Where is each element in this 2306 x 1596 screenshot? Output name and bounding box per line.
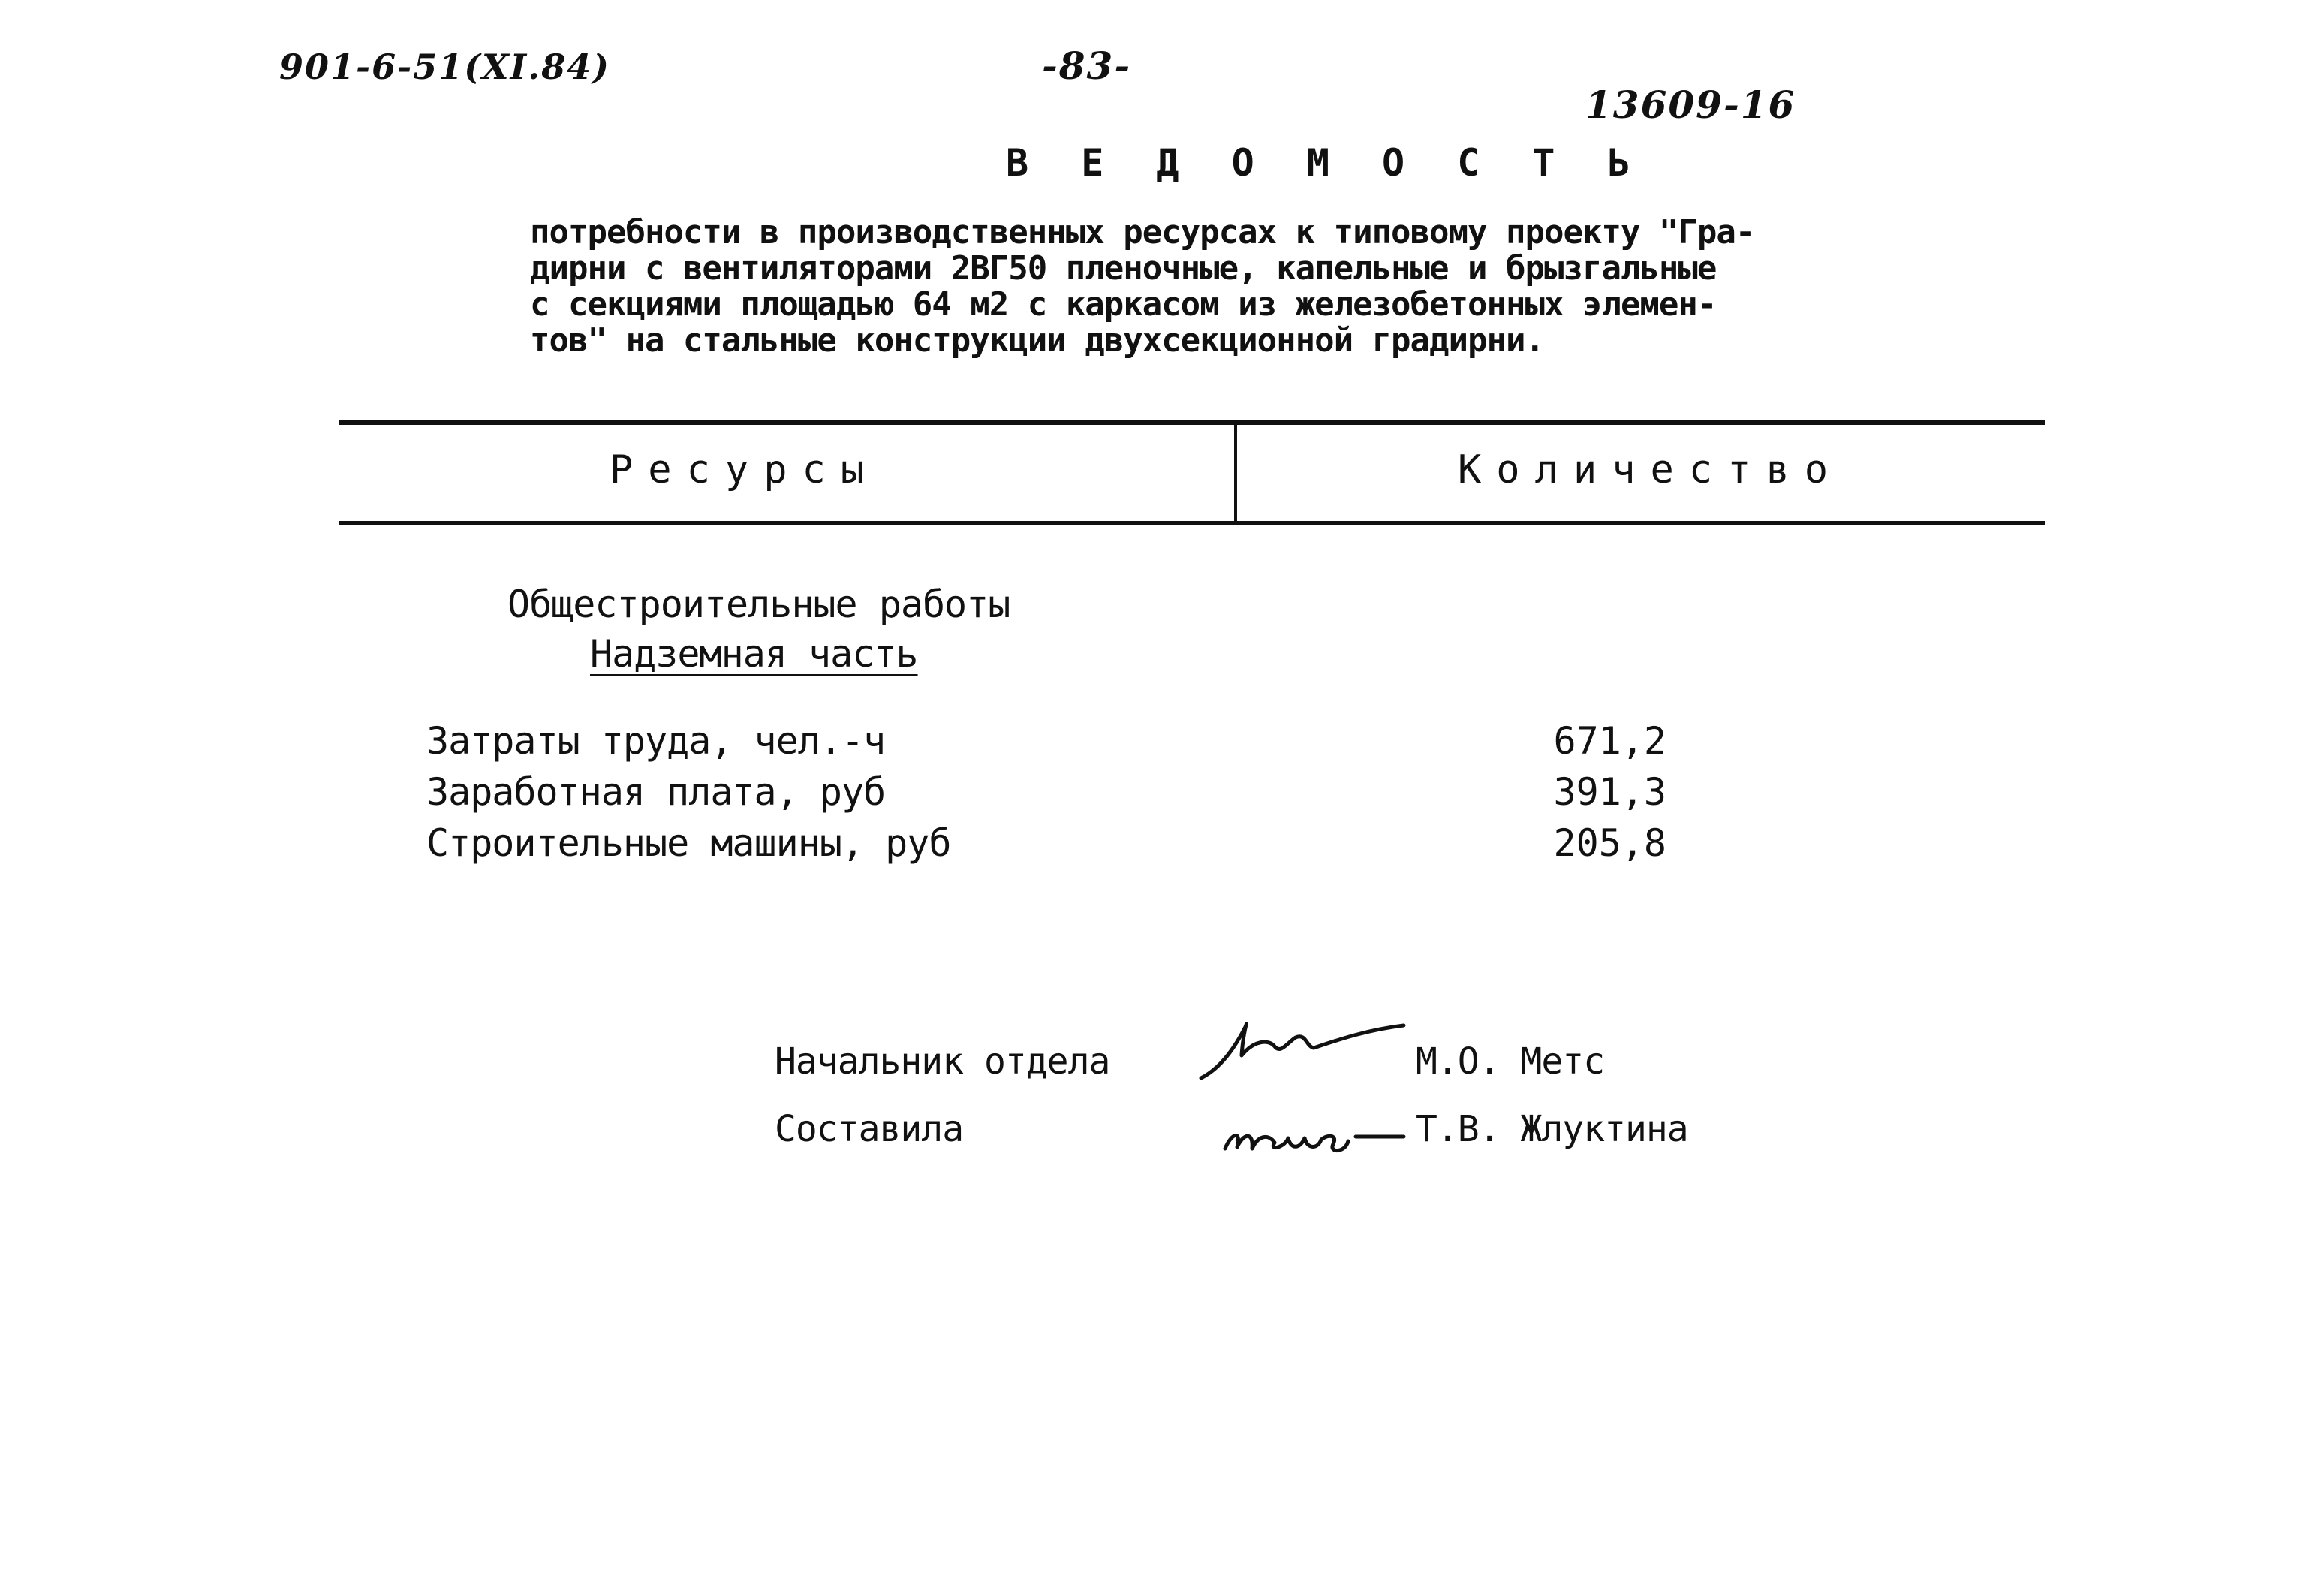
section-title: Общестроительные работы [507, 583, 1010, 626]
row-label: Строительные машины, руб [426, 821, 951, 865]
subsection-title: Надземная часть [590, 632, 918, 676]
registration-number: 13609-16 [1585, 83, 1796, 127]
row-value: 671,2 [1553, 719, 1666, 763]
document-description [530, 215, 1754, 359]
signatory-name: М.О. Метс [1416, 1040, 1605, 1083]
row-label: Затраты труда, чел.-ч [426, 719, 886, 763]
signatory-name: Т.В. Жлуктина [1416, 1108, 1688, 1150]
column-header-quantity: Количество [1458, 447, 1844, 492]
description-line: с секциями площадью 64 м2 с каркасом из железобетонных элемен- [530, 285, 1717, 324]
description-line: потребности в производственных ресурсах к типовому проекту "Гра- [530, 213, 1755, 251]
table-top-rule [339, 420, 2045, 425]
row-label: Заработная плата, руб [426, 770, 886, 814]
signature-role: Составила [775, 1108, 964, 1150]
signature-role: Начальник отдела [775, 1040, 1110, 1083]
description-line: дирни с вентиляторами 2ВГ50 пленочные, капельные и брызгальные [530, 249, 1717, 288]
page-number: -83- [1042, 44, 1132, 88]
description-line: тов" на стальные конструкции двухсекционной градирни. [530, 321, 1544, 360]
column-header-resources: Ресурсы [610, 447, 880, 492]
table-header-rule [339, 521, 2045, 525]
row-value: 205,8 [1553, 821, 1666, 865]
table-column-divider [1234, 420, 1237, 525]
document-code: 901-6-51(XI.84) [279, 47, 610, 87]
row-value: 391,3 [1553, 770, 1666, 814]
handwritten-signature [1216, 1104, 1411, 1171]
handwritten-signature [1194, 1003, 1411, 1093]
document-title: В Е Д О М О С Т Ь [1006, 141, 1645, 185]
